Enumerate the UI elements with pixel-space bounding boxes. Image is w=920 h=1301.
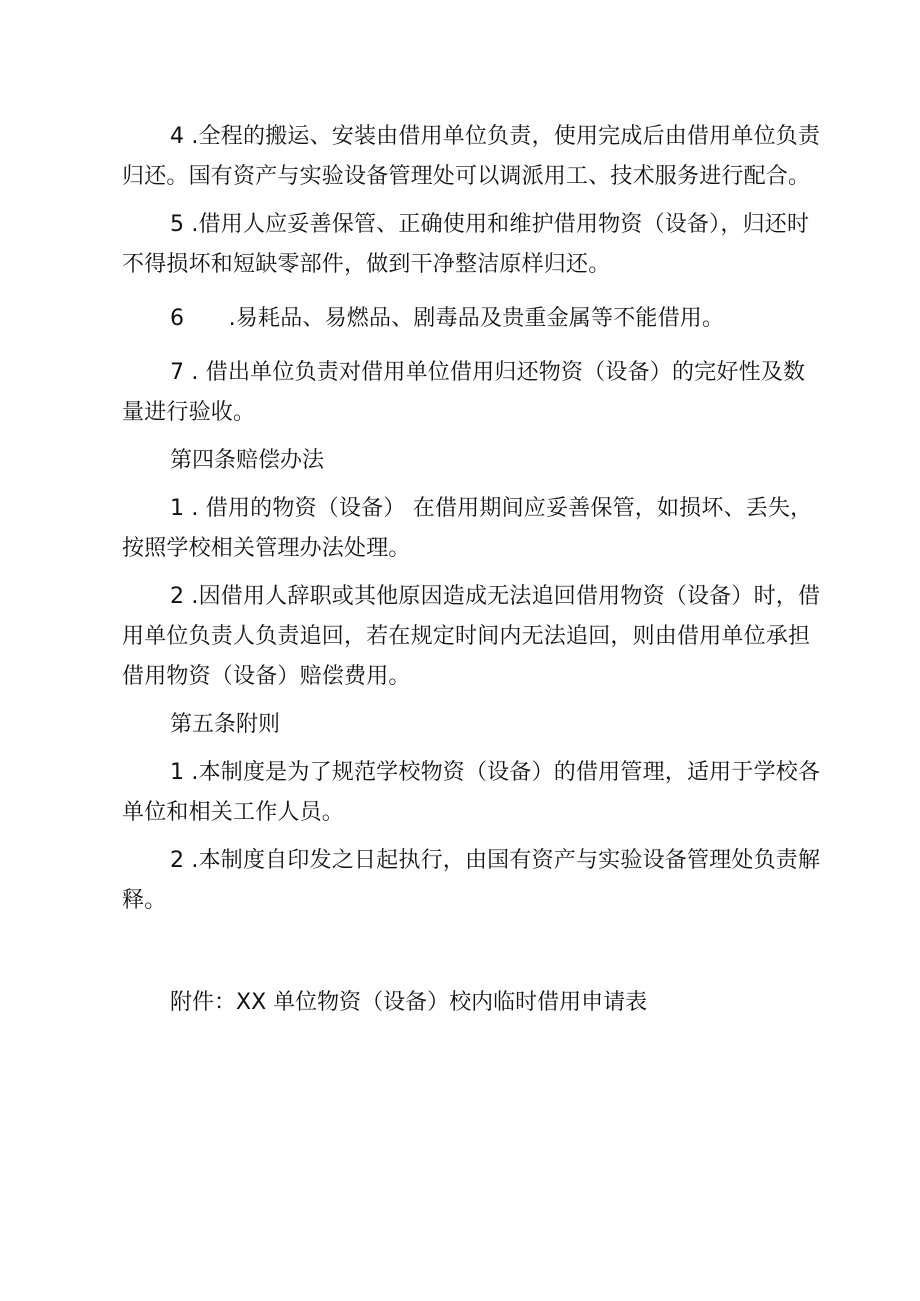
article-5-item-2: 2 .本制度自印发之日起执行，由国有资产与实验设备管理处负责解释。	[122, 848, 821, 913]
article-4-item-1: 1 . 借用的物资（设备） 在借用期间应妥善保管，如损坏、丢失，按照学校相关管理办法处理。	[122, 496, 813, 561]
attachment-note: 附件：XX 单位物资（设备）校内临时借用申请表	[170, 990, 648, 1015]
clause-item-5: 5 .借用人应妥善保管、正确使用和维护借用物资（设备），归还时不得损坏和短缺零部件，做到干净整洁原样归还。	[122, 212, 810, 277]
document-page	[122, 117, 822, 1023]
clause-item-4: 4 .全程的搬运、安装由借用单位负责，使用完成后由借用单位负责归还。国有资产与实验设备管理处可以调派用工、技术服务进行配合。	[122, 124, 821, 189]
article-5-item-1: 1 .本制度是为了规范学校物资（设备）的借用管理，适用于学校各单位和相关工作人员。	[122, 760, 821, 825]
clause-item-7: 7 . 借出单位负责对借用单位借用归还物资（设备）的完好性及数量进行验收。	[122, 360, 806, 425]
section-heading-article-5: 第五条附则	[170, 712, 281, 737]
clause-item-6: 6 .易耗品、易燃品、剧毒品及贵重金属等不能借用。	[170, 306, 725, 331]
article-4-item-2: 2 .因借用人辞职或其他原因造成无法追回借用物资（设备）时，借用单位负责人负责追回，若在规定时间内无法追回，则由借用单位承担借用物资（设备）赔偿费用。	[122, 584, 821, 689]
section-heading-article-4: 第四条赔偿办法	[170, 448, 325, 473]
